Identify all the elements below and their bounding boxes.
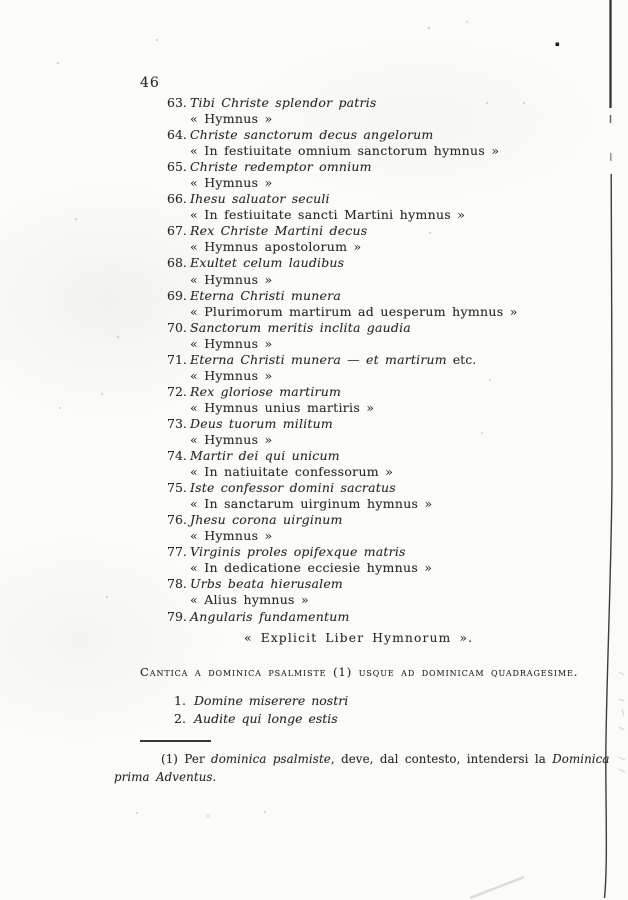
hymn-item <box>167 159 607 191</box>
footnote-segment: Dominica <box>552 752 610 766</box>
hymn-number: 69. <box>167 287 187 303</box>
footnote-segment: (1) Per <box>161 752 212 766</box>
hymn-subtitle: « In dedicatione ecciesie hymnus » <box>190 560 433 576</box>
hymn-title-line <box>167 576 607 592</box>
hymn-number: 68. <box>167 255 187 271</box>
hymn-title: Virginis proles opifexque matris <box>190 544 406 560</box>
hymn-number: 70. <box>167 319 187 335</box>
hymn-subtitle: « Hymnus » <box>190 111 273 127</box>
hymn-title: Eterna Christi munera <box>190 287 341 303</box>
hymn-title-line <box>167 544 607 560</box>
hymn-title-line <box>167 191 607 207</box>
hymn-subtitle: « In festiuitate omnium sanctorum hymnus » <box>190 143 500 159</box>
hymn-number: 75. <box>167 480 187 496</box>
hymn-title: Martir dei qui unicum <box>190 448 340 464</box>
page-number: 46 <box>140 75 160 91</box>
hymn-title: Sanctorum meritis inclita gaudia <box>190 319 411 335</box>
hymn-number: 74. <box>167 448 187 464</box>
hymn-title: Jhesu corona uirginum <box>190 512 343 528</box>
hymn-number: 77. <box>167 544 187 560</box>
cantica-heading: Cantica a dominica psalmiste (1) usque ad dominicam quadragesime. <box>140 665 579 679</box>
hymn-title: Rex Christe Martini decus <box>190 223 368 239</box>
hymn-title: Angularis fundamentum <box>190 608 350 624</box>
cantica-number: 2. <box>174 710 186 726</box>
hymn-title: Deus tuorum militum <box>190 415 333 431</box>
footnote-segment: . <box>212 770 217 784</box>
hymn-number: 65. <box>167 159 187 175</box>
hymn-item <box>167 191 607 223</box>
hymn-title-line <box>167 159 607 175</box>
footnote-segment: prima Adventus <box>114 770 213 784</box>
footnote-separator <box>140 740 211 742</box>
cantica-list <box>174 692 348 727</box>
hymn-title: Rex gloriose martirum <box>190 383 342 399</box>
cantica-title: Domine miserere nostri <box>194 693 349 708</box>
hymn-item <box>167 544 607 576</box>
hymn-list <box>167 95 607 625</box>
hymn-number: 73. <box>167 415 187 431</box>
hymn-title-line <box>167 127 607 143</box>
hymn-number: 67. <box>167 223 187 239</box>
hymn-subtitle: « Hymnus » <box>190 367 273 383</box>
hymn-item <box>167 384 607 416</box>
hymn-title: Iste confessor domini sacratus <box>190 480 396 496</box>
hymn-title: Eterna Christi munera — et martirum <box>190 351 447 367</box>
hymn-number: 66. <box>167 191 187 207</box>
hymn-subtitle: « In festiuitate sancti Martini hymnus » <box>190 207 466 223</box>
hymn-item <box>167 576 607 608</box>
hymn-title-line <box>167 512 607 528</box>
hymn-number: 78. <box>167 576 187 592</box>
hymn-subtitle: « In natiuitate confessorum » <box>190 464 394 480</box>
hymn-item <box>167 480 607 512</box>
hymn-subtitle: « Plurimorum martirum ad uesperum hymnus » <box>190 303 518 319</box>
footnote-line-2 <box>114 770 216 784</box>
hymn-subtitle: « In sanctarum uirginum hymnus » <box>190 496 433 512</box>
hymn-title: Christe sanctorum decus angelorum <box>190 127 434 143</box>
hymn-number: 76. <box>167 512 187 528</box>
hymn-title-line <box>167 320 607 336</box>
hymn-title: Exultet celum laudibus <box>190 255 345 271</box>
cantica-number: 1. <box>174 693 186 708</box>
hymn-title-line <box>167 95 607 111</box>
hymn-subtitle: « Hymnus apostolorum » <box>190 239 362 255</box>
bleedthrough-marks <box>619 672 626 772</box>
cantica-title: Audite qui longe estis <box>194 710 338 726</box>
explicit-line: « Explicit Liber Hymnorum ». <box>244 631 474 645</box>
hymn-title-line <box>167 448 607 464</box>
hymn-subtitle: « Hymnus » <box>190 335 273 351</box>
hymn-item <box>167 512 607 544</box>
corner-shadow <box>470 877 524 898</box>
hymn-number: 71. <box>167 351 187 367</box>
hymn-number: 72. <box>167 383 187 399</box>
hymn-item <box>167 127 607 159</box>
hymn-item <box>167 609 607 625</box>
hymn-item <box>167 288 607 320</box>
hymn-number: 64. <box>167 127 187 143</box>
hymn-title-line <box>167 223 607 239</box>
hymn-title-line <box>167 416 607 432</box>
footnote-segment: dominica psalmiste <box>211 752 331 766</box>
hymn-subtitle: « Hymnus » <box>190 431 273 447</box>
hymn-item <box>167 416 607 448</box>
hymn-item <box>167 95 607 127</box>
footnote-line-1 <box>161 752 610 766</box>
hymn-subtitle: « Hymnus » <box>190 528 273 544</box>
hymn-item <box>167 352 607 384</box>
hymn-number: 63. <box>167 95 187 110</box>
hymn-item <box>167 255 607 287</box>
ink-dot <box>556 43 560 47</box>
cantica-item <box>174 692 348 710</box>
hymn-title-line <box>167 352 607 368</box>
hymn-title-line <box>167 384 607 400</box>
hymn-number: 79. <box>167 608 187 624</box>
hymn-subtitle: « Hymnus unius martiris » <box>190 399 375 415</box>
cantica-item <box>174 710 348 728</box>
hymn-item <box>167 320 607 352</box>
footnote-segment: , deve, dal contesto, intendersi la <box>330 752 553 766</box>
hymn-item <box>167 448 607 480</box>
hymn-title-line <box>167 255 607 271</box>
hymn-title: Ihesu saluator seculi <box>190 191 330 207</box>
hymn-title: Tibi Christe splendor patris <box>190 95 377 110</box>
hymn-subtitle: « Alius hymnus » <box>190 592 309 608</box>
hymn-title: Urbs beata hierusalem <box>190 576 343 592</box>
hymn-title-line <box>167 609 607 625</box>
hymn-title: Christe redemptor omnium <box>190 159 372 175</box>
hymn-item <box>167 223 607 255</box>
hymn-title-line <box>167 288 607 304</box>
hymn-title-suffix: etc. <box>446 351 477 367</box>
hymn-title-line <box>167 480 607 496</box>
hymn-subtitle: « Hymnus » <box>190 271 273 287</box>
hymn-subtitle: « Hymnus » <box>190 175 273 191</box>
